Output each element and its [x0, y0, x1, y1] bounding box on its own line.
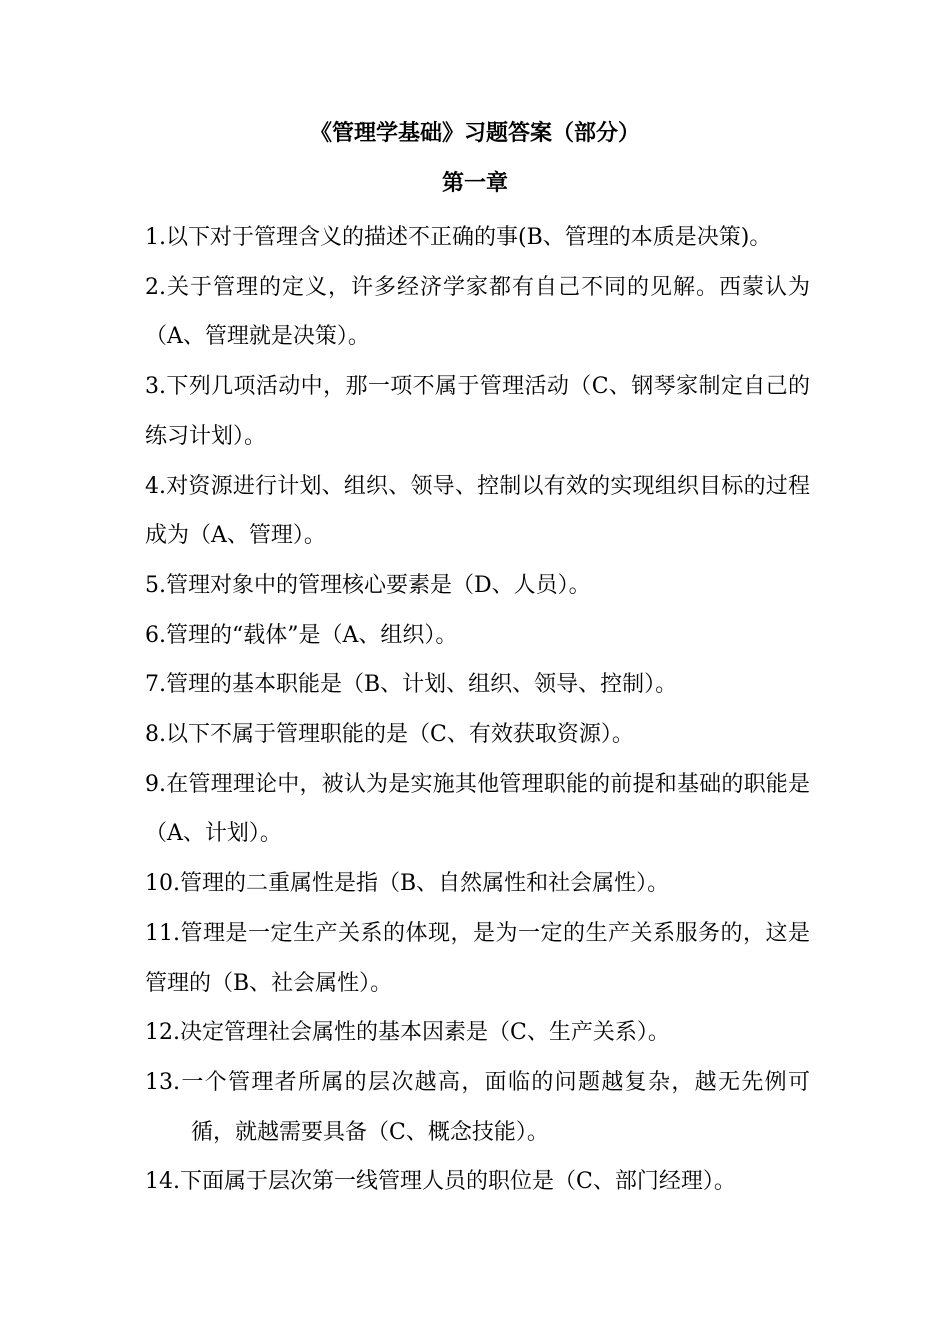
list-item: 9.在管理理论中，被认为是实施其他管理职能的前提和基础的职能是（A、计划）。 — [145, 771, 810, 847]
list-item: 2.关于管理的定义，许多经济学家都有自己不同的见解。西蒙认为（A、管理就是决策）。 — [145, 274, 810, 350]
list-item: 5.管理对象中的管理核心要素是（D、人员）。 — [145, 572, 591, 598]
document-title: 《管理学基础》习题答案（部分） — [309, 121, 640, 146]
list-item: 12.决定管理社会属性的基本因素是（C、生产关系）。 — [145, 1020, 670, 1046]
list-item: 3.下列几项活动中，那一项不属于管理活动（C、钢琴家制定自己的练习计划）。 — [145, 374, 810, 449]
list-item: 7.管理的基本职能是（B、计划、组织、领导、控制）。 — [145, 672, 678, 698]
list-item: 14.下面属于层次第一线管理人员的职位是（C、部门经理）。 — [145, 1169, 736, 1195]
question-list — [145, 213, 810, 1207]
list-item: 4.对资源进行计划、组织、领导、控制以有效的实现组织目标的过程成为（A、管理）。 — [145, 473, 810, 549]
list-item: 1.以下对于管理含义的描述不正确的事(B、管理的本质是决策)。 — [145, 225, 772, 250]
chapter-heading: 第一章 — [441, 171, 508, 196]
list-item: 11.管理是一定生产关系的体现，是为一定的生产关系服务的，这是管理的（B、社会属性）。 — [145, 920, 810, 996]
list-item: 8.以下不属于管理职能的是（C、有效获取资源）。 — [145, 722, 634, 748]
list-item: 10.管理的二重属性是指（B、自然属性和社会属性）。 — [145, 871, 670, 897]
list-item: 13.一个管理者所属的层次越高，面临的问题越复杂，越无先例可循，就越需要具备（C、概念技能）。 — [145, 1069, 810, 1145]
list-item: 6.管理的“载体”是（A、组织）。 — [145, 622, 458, 648]
